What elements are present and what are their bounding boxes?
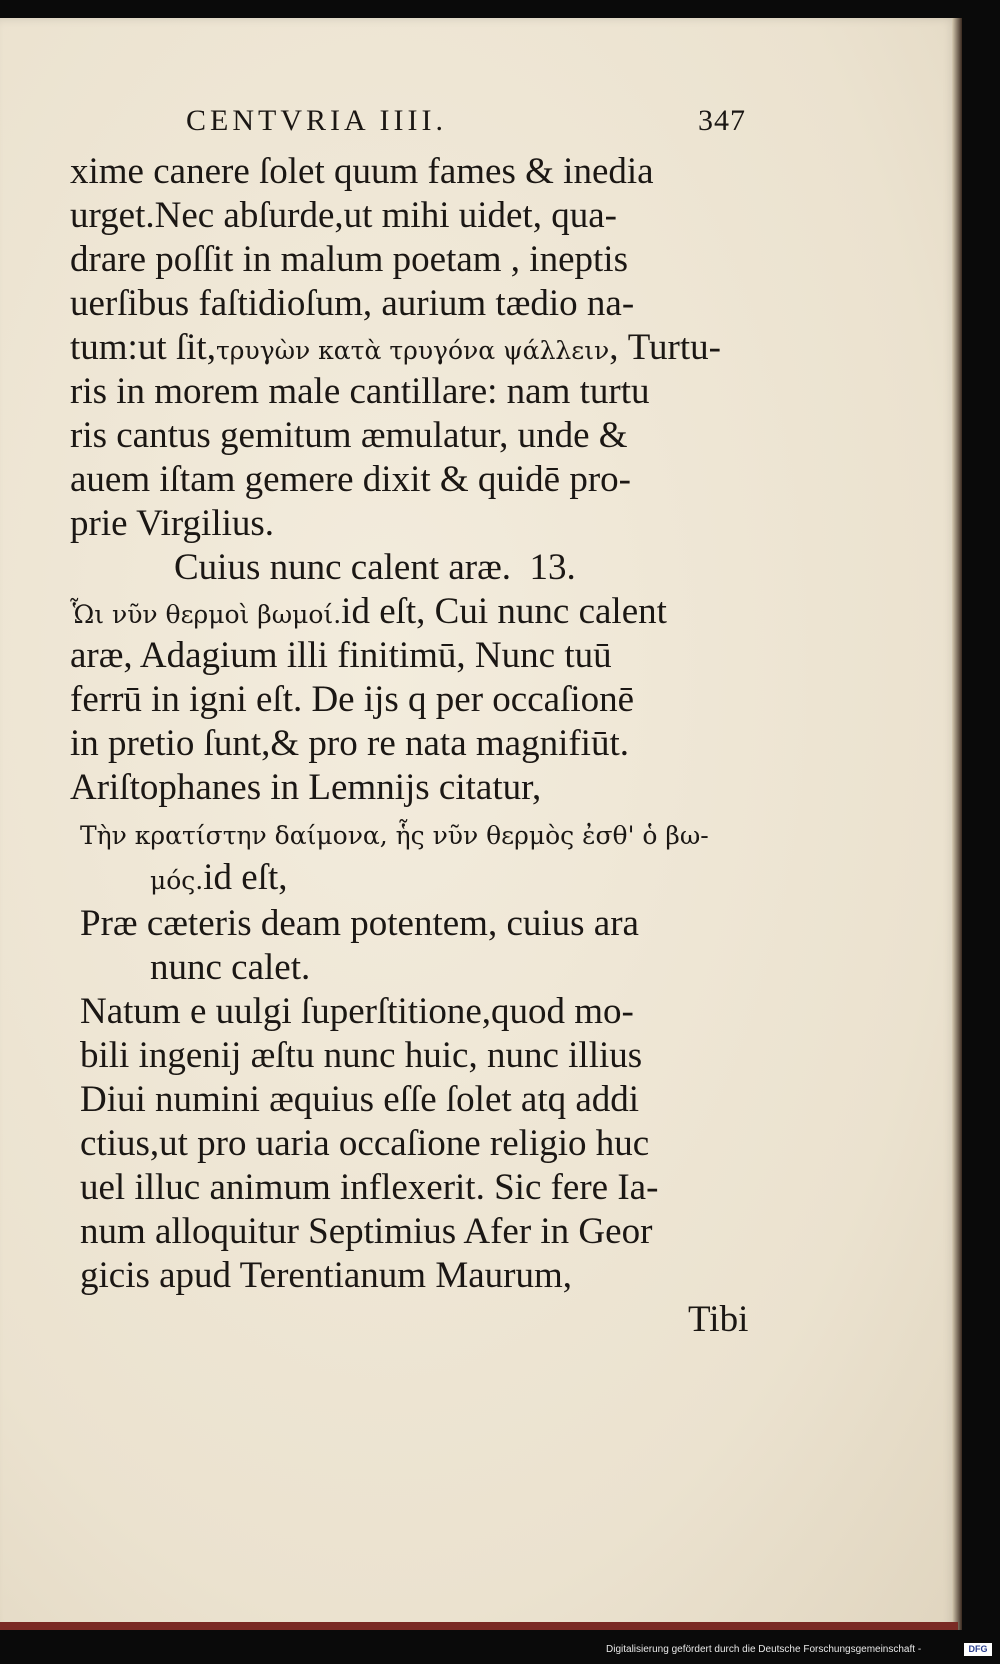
- verse-line: Præ cæteris deam potentem, cuius ara: [80, 903, 639, 944]
- text-line: xime canere ſolet quum fames & inedia: [70, 151, 654, 192]
- text-line: uel illuc animum inflexerit. Sic fere Ia-: [80, 1167, 659, 1208]
- text-line: drare poſſit in malum poetam , ineptis: [70, 239, 628, 280]
- dfg-logo: DFG: [964, 1643, 992, 1656]
- text-line: ctius,ut pro uaria occaſione religio huc: [80, 1123, 650, 1164]
- greek-adage: Ὧι νῦν θερμοὶ βωμοί.: [70, 600, 342, 629]
- adage-number: 13.: [529, 547, 576, 588]
- text-segment: , Turtu-: [609, 327, 721, 368]
- text-line: [150, 856, 288, 900]
- page-number: 347: [698, 104, 746, 137]
- text-segment: id eſt,: [203, 857, 288, 898]
- running-title: CENTVRIA IIII.: [186, 104, 447, 137]
- text-line: num alloquitur Septimius Afer in Geor: [80, 1211, 653, 1252]
- running-header: [186, 104, 746, 144]
- adage-heading: [174, 546, 576, 590]
- text-line: [70, 590, 667, 634]
- text-line: [70, 326, 721, 370]
- text-segment: id eſt, Cui nunc calent: [341, 591, 667, 632]
- footer-credit: Digitalisierung gefördert durch die Deutsche Forschungsgemeinschaft -: [606, 1644, 922, 1655]
- greek-quote-end: μός.: [150, 866, 204, 895]
- text-line: ris cantus gemitum æmulatur, unde &: [70, 415, 628, 456]
- text-segment: tum:ut ſit,: [70, 327, 216, 368]
- text-line: prie Virgilius.: [70, 503, 275, 544]
- text-line: auem iſtam gemere dixit & quidē pro-: [70, 459, 631, 500]
- text-line: urget.Nec abſurde,ut mihi uidet, qua-: [70, 195, 617, 236]
- text-line: in pretio ſunt,& pro re nata magnifiūt.: [70, 723, 629, 764]
- text-line: ferrū in igni eſt. De ijs q per occaſionē: [70, 679, 635, 720]
- text-line: gicis apud Terentianum Maurum,: [80, 1255, 573, 1296]
- text-line: bili ingenij æſtu nunc huic, nunc illius: [80, 1035, 643, 1076]
- greek-phrase: τρυγὼν κατὰ τρυγόνα ψάλλειν: [215, 336, 610, 365]
- text-line: uerſibus faſtidioſum, aurium tædio na-: [70, 283, 635, 324]
- page-bottom-edge: [0, 1622, 958, 1630]
- greek-quote-line: Τὴν κρατίστην δαίμονα, ἧς νῦν θερμὸς ἐσθ' ὁ βω-: [80, 821, 709, 850]
- text-line: Natum e uulgi ſuperſtitione,quod mo-: [80, 991, 634, 1032]
- text-line: ris in morem male cantillare: nam turtu: [70, 371, 650, 412]
- verse-line: nunc calet.: [150, 947, 311, 988]
- text-line: Ariſtophanes in Lemnijs citatur,: [70, 767, 542, 808]
- adage-title: Cuius nunc calent aræ.: [174, 547, 512, 588]
- catchword: Tibi: [688, 1299, 749, 1340]
- text-line: aræ, Adagium illi finitimū, Nunc tuū: [70, 635, 612, 676]
- text-line: Diui numini æquius eſſe ſolet atq addi: [80, 1079, 640, 1120]
